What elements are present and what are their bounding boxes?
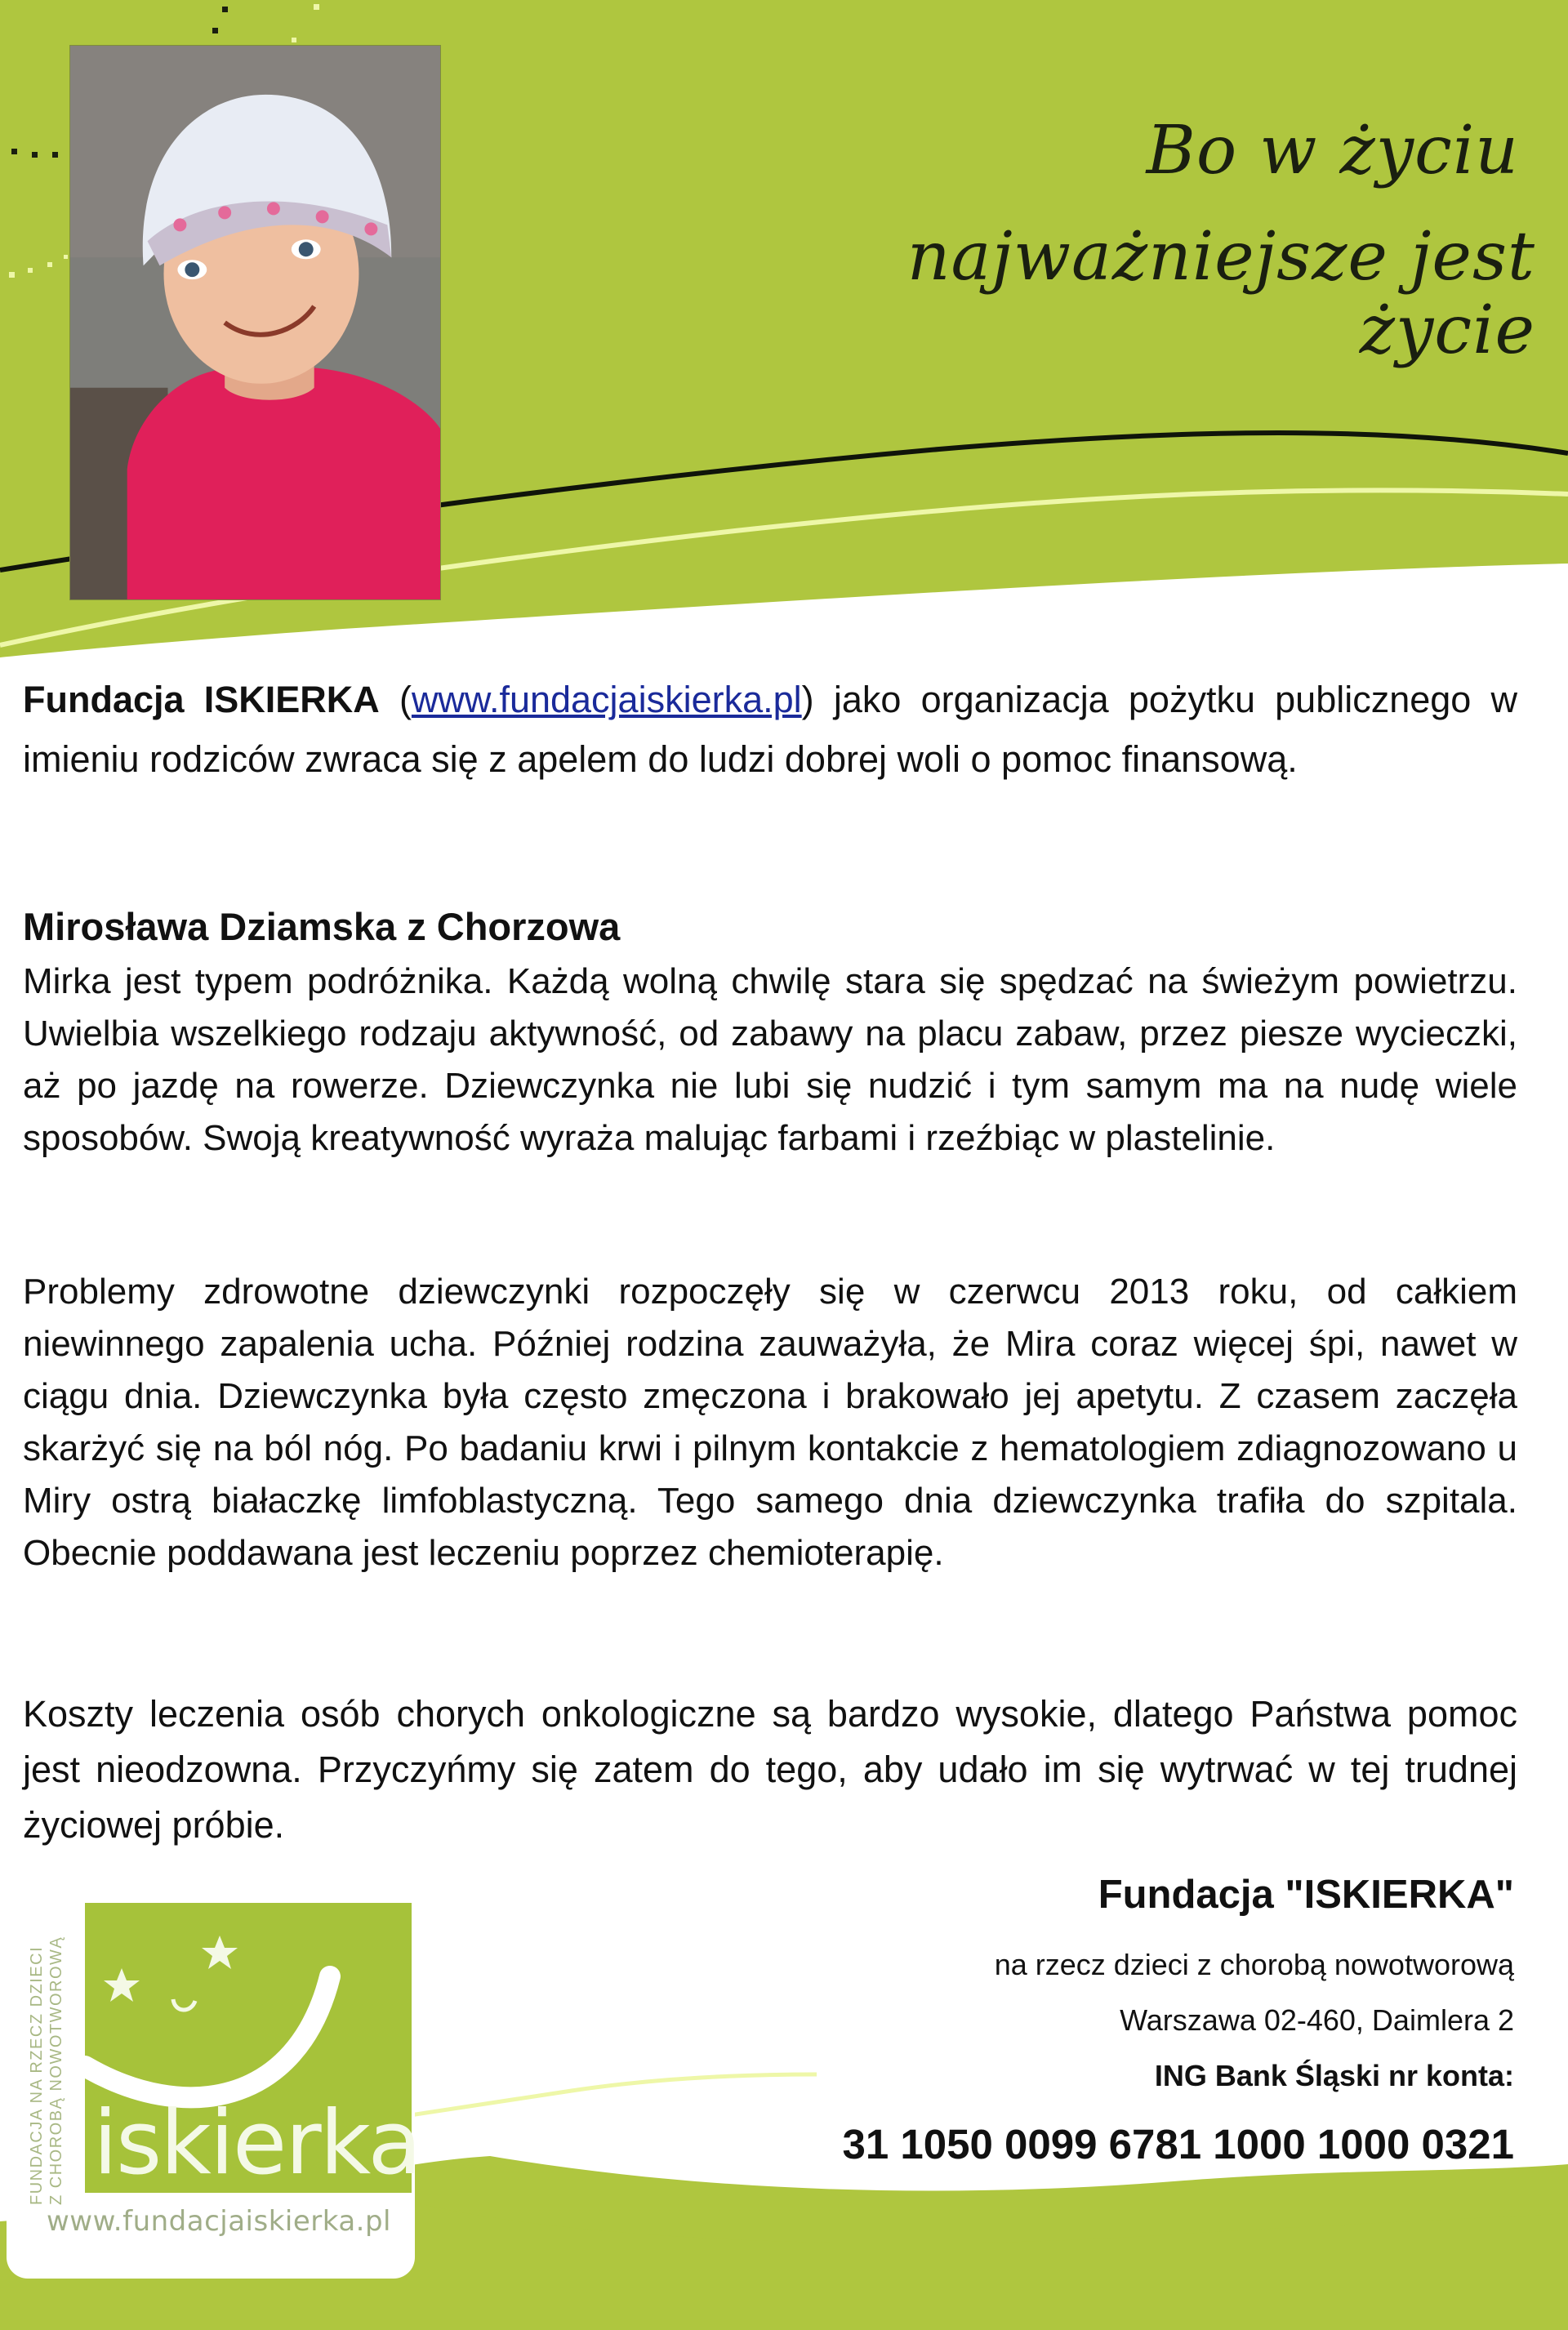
intro-paragraph xyxy=(23,670,1517,789)
child-portrait-illustration xyxy=(70,46,440,599)
logo-vertical-line-1: FUNDACJA NA RZECZ DZIECI xyxy=(28,1945,46,2205)
contact-block xyxy=(697,1862,1514,2177)
logo-wordmark: iskierka xyxy=(93,2092,421,2194)
intro-open-paren: ( xyxy=(399,679,412,720)
contact-org-name: Fundacja "ISKIERKA" xyxy=(1098,1873,1514,1917)
child-photo xyxy=(69,45,441,600)
person-paragraph-1: Mirka jest typem podróżnika. Każdą wolną chwilę stara się spędzać na świeżym powietrzu. Uwielbia wszelkiego rodzaju aktywność, od zabawy na placu zabaw, przez piesze wycieczki, aż po jazdę na rowerze. Dziewczynka nie lubi się nudzić i tym samym ma na nudę wiele sposobów. Swoją kreatywność wyraża malując farbami i rzeźbiąc w plastelinie. xyxy=(23,961,1517,1158)
person-section xyxy=(23,898,1517,1165)
logo-green-square xyxy=(85,1903,421,2194)
intro-org-name: Fundacja ISKIERKA xyxy=(23,679,380,720)
appeal-paragraph: Koszty leczenia osób chorych onkologiczne są bardzo wysokie, dlatego Państwa pomoc jest nieodzowna. Przyczyńmy się zatem do tego, aby udało im się wytrwać w tej trudnej życiowej próbie. xyxy=(23,1693,1517,1846)
logo-vertical-line-2: Z CHOROBĄ NOWOTWOROWĄ xyxy=(47,1936,65,2205)
foundation-website-link[interactable]: www.fundacjaiskierka.pl xyxy=(411,679,802,720)
iskierka-logo xyxy=(7,1878,421,2279)
contact-subtitle: na rzecz dzieci z chorobą nowotworową xyxy=(994,1948,1514,1981)
bank-account-number: 31 1050 0099 6781 1000 1000 0321 xyxy=(842,2121,1514,2167)
contact-address: Warszawa 02-460, Daimlera 2 xyxy=(1120,2003,1514,2037)
logo-smile-stars-icon xyxy=(85,1903,412,2115)
logo-vertical-text xyxy=(23,1895,72,2205)
logo-url: www.fundacjaiskierka.pl xyxy=(46,2205,392,2238)
slogan-line-2: najważniejsze jest życie xyxy=(906,218,1535,370)
intro-body: jako organizacja pożytku publicznego w imieniu rodziców zwraca się z apelem do ludzi dobrej woli o pomoc finansową. xyxy=(23,679,1518,780)
slogan-line-1: Bo w życiu xyxy=(1146,112,1519,189)
star-icon xyxy=(202,1936,238,1969)
handwritten-slogan xyxy=(817,114,1552,368)
intro-close-paren: ) xyxy=(801,679,814,720)
star-icon xyxy=(104,1968,140,2002)
person-paragraph-2: Problemy zdrowotne dziewczynki rozpoczęły się w czerwcu 2013 roku, od całkiem niewinnego zapalenia ucha. Później rodzina zauważyła, że Mira coraz więcej śpi, nawet w ciągu dnia. Dziewczynka była często zmęczona i brakowało jej apetytu. Z czasem zaczęła skarżyć się na ból nóg. Po badaniu krwi i pilnym kontakcie z hematologiem zdiagnozowano u Miry ostrą białaczkę limfoblastyczną. Tego samego dnia dziewczynka trafiła do szpitala. Obecnie poddawana jest leczeniu poprzez chemioterapię. xyxy=(23,1272,1517,1573)
person-heading: Mirosława Dziamska z Chorzowa xyxy=(23,905,621,948)
bank-label: ING Bank Śląski nr konta: xyxy=(1154,2059,1514,2092)
